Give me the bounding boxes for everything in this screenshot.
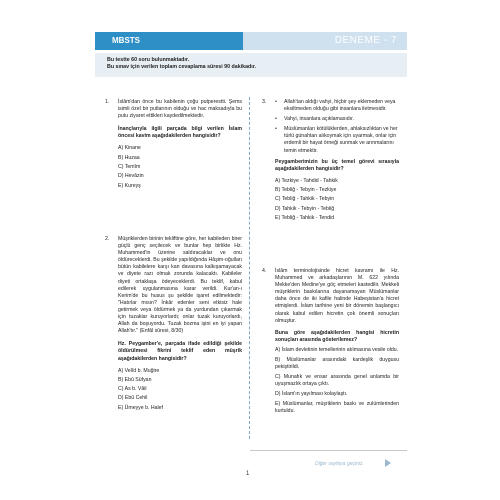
option-b[interactable]: B) Huzaa xyxy=(118,154,140,161)
info-line-2: Bu sınav için verilen toplam cevaplama süresi 90 dakikadır. xyxy=(107,64,256,70)
question-1-options xyxy=(118,144,242,190)
option-a[interactable]: A) İslam devletinin temellerinin atılmasına vesile oldu. xyxy=(275,346,399,353)
question-1-number: 1. xyxy=(105,99,110,105)
footer-divider xyxy=(250,450,407,451)
question-4-number: 4. xyxy=(262,268,267,274)
question-4-stem: Buna göre aşağıdakilerden hangisi hicretin sonuçları arasında gösterilemez? xyxy=(275,329,399,343)
option-d[interactable]: D) İslam'ın yayılması kolaylaştı. xyxy=(275,390,348,397)
info-line-1: Bu testte 60 soru bulunmaktadır. xyxy=(107,57,190,63)
question-1 xyxy=(118,99,242,191)
bullet-icon: • xyxy=(275,126,277,133)
option-c[interactable]: C) Temîm xyxy=(118,164,141,171)
option-d[interactable]: D) Ebû Cehil xyxy=(118,395,148,402)
question-2-options xyxy=(118,367,242,413)
option-c[interactable]: C) Munafık ve ensar arasında genel anlamda bir uyuşmazlık ortaya çıktı. xyxy=(275,373,399,387)
option-b[interactable]: B) Tebliğ - Tebyin - Tezkiye xyxy=(275,187,337,194)
column-divider xyxy=(249,97,250,439)
exam-title: MBSTS xyxy=(95,32,243,50)
question-3-statement-2: • Vahyi, insanlara açıklamasıdır. xyxy=(275,116,354,123)
question-2 xyxy=(118,236,242,413)
question-3-stem: Peygamberimizin bu üç temel görevi sırasıyla aşağıdakilerden hangisidir? xyxy=(275,158,399,172)
question-3-statement-3: • Müslümanları kötülüklerden, ahlaksızlıktan ve her türlü günahtan alıkoymak için uyarmak, onlar için erdemli bir hayat örneği sunmak ve arınmalarını temin etmektir. xyxy=(275,126,398,154)
question-3-options xyxy=(275,177,399,223)
arrow-right-icon xyxy=(385,459,391,467)
question-2-text: Müşriklerden birinin tekliftine göre, her kabileden birer güçlü genç seçilecek ve bunlar hep birlikte Hz. Muhammed'in üzerine saldıracaklar ve onu öldüreceklerdi. Bu şekilde yapıldığında Hâşim-oğulları bütün kabilelere karşı kan davasına kalkışamayacak ve diyete razı olmak zorunda kalacaktı. Kabileler diyeti ortaklaşa ödeyeceklerdi. Bu teklif, kabul edilerek uygulanmasına karar verildi. Kur'an-ı Kerim'de bu husus şu şekilde işaret edilmektedir: "Hatırlar mısın? İnkâr edenler seni etkisiz hale getirmek veya öldürmek ya da yurdundan çıkarmak için tuzaklar kuruyorlardı; onlar tuzak kuruyorlardı, Allah da boşuyordu. Tuzak bozma işini en iyi yapan Allah'tır." (Enfâl sûresi, 8/30) xyxy=(118,236,242,335)
question-4-options xyxy=(275,347,399,415)
option-b[interactable]: B) Ebû Süfyan xyxy=(118,376,152,383)
option-e[interactable]: E) Kureyş xyxy=(118,182,141,189)
page-header xyxy=(95,32,407,50)
bullet-icon: • xyxy=(275,116,277,123)
question-2-stem: Hz. Peygamber'e, parçada ifade edildiği şekilde öldürülmesi fikrini teklif eden müşrik aşağıdakilerden hangisidir? xyxy=(118,341,242,362)
option-e[interactable]: E) Ümeyye b. Halef xyxy=(118,404,163,411)
option-a[interactable]: A) Kinane xyxy=(118,145,141,152)
next-page-hint: Diğer sayfaya geçiniz. xyxy=(315,461,364,467)
question-3-statement-1: • Allah'tan aldığı vahyi, hiçbir şey eklemeden veya eksiltmeden olduğu gibi insanlara iletmesidir. xyxy=(275,99,396,113)
question-1-text: İslâm'dan önce bu kabilenin çoğu putperestti. Şems isimli özel bir putlarının olduğu ve hac maksadıyla bu putu ziyaret ettikleri kaydedilmektedir. xyxy=(118,99,242,120)
option-c[interactable]: C) As b. Vâil xyxy=(118,386,147,393)
question-4 xyxy=(275,268,399,415)
option-d[interactable]: D) Tahkik - Tebyin - Tebliğ xyxy=(275,205,335,212)
question-1-stem: İnançlarıyla ilgili parçada bilgi verilen İslam öncesi kavim aşağıdakilerden hangisidir? xyxy=(118,126,242,140)
option-c[interactable]: C) Tebliğ - Tahkik - Tebyin xyxy=(275,196,335,203)
option-e[interactable]: E) Müslümanlar, müşriklerin baskı ve zulümlerinden kurtuldu. xyxy=(275,400,399,414)
option-a[interactable]: A) Tezkiye - Tahdid - Tahkik xyxy=(275,177,338,184)
question-3 xyxy=(275,99,399,223)
option-a[interactable]: A) Velîd b. Muğire xyxy=(118,367,160,374)
page-number: 1 xyxy=(246,471,250,477)
question-3-number: 3. xyxy=(262,99,267,105)
question-2-number: 2. xyxy=(105,236,110,242)
bullet-icon: • xyxy=(275,99,277,105)
option-e[interactable]: E) Tebliğ - Tahkik - Tendid xyxy=(275,215,335,222)
option-b[interactable]: B) Müslümanlar arasındaki kardeşlik duygusu pekiştirildi. xyxy=(275,356,399,370)
info-bar xyxy=(95,53,407,77)
exam-label: DENEME - 7 xyxy=(243,32,407,50)
question-4-text: İslâm terminolojisinde hicret kavramı ile Hz. Muhammed ve arkadaşlarının M. 622 yılında Mekke'den Medine'ye göç etmeleri kastedilir. Mekkeli müşriklerin baskılarına dayanamayan Müslümanlar daha önce de iki kafile halinde Habeşistan'a hicret etmişlerdi. İslam tarihine yeni bir dönemin başlangıcı olarak kabul edilen hicretin çok önemli sonuçları olmuştur. xyxy=(275,268,399,324)
option-d[interactable]: D) Hevâzin xyxy=(118,173,144,180)
